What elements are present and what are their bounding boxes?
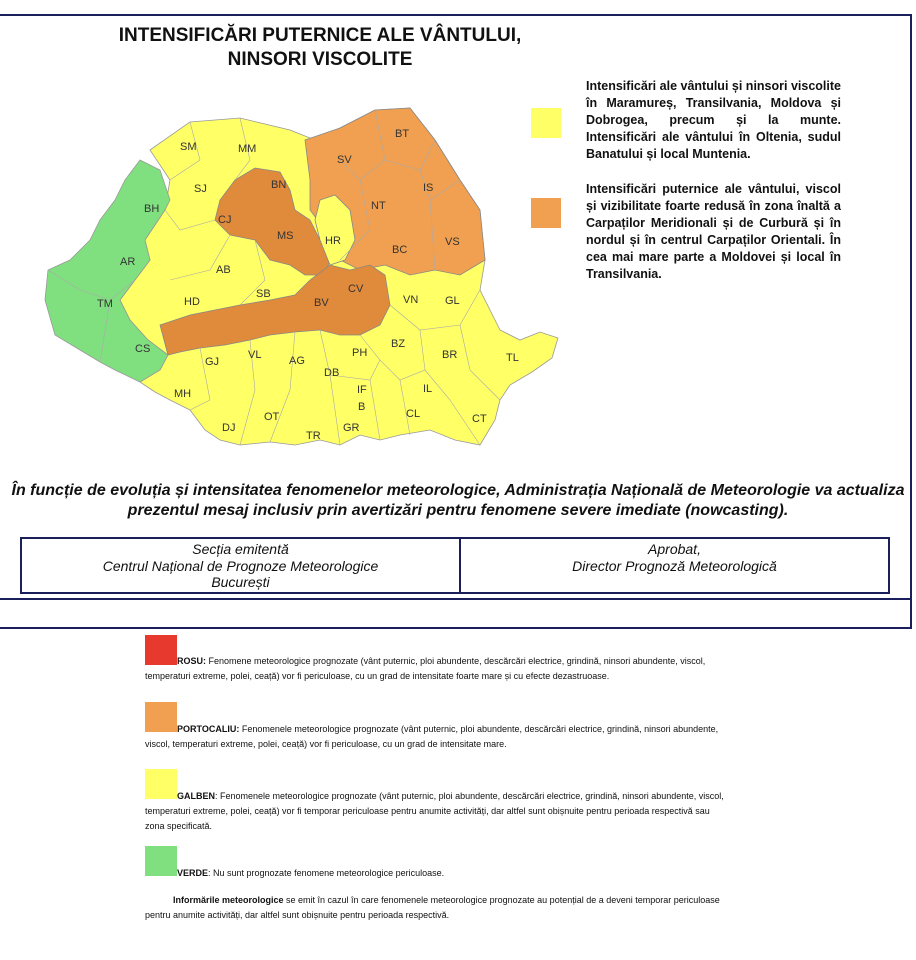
county-label-tl: TL — [506, 352, 519, 364]
county-label-sb: SB — [256, 288, 271, 300]
county-label-mm: MM — [238, 143, 257, 155]
key-orange-line-1: Fenomenele meteorologice prognozate (vânt puternic, ploi abundente, descărcări electrice, grindină, ninsori abundente, — [239, 724, 719, 734]
county-label-gl: GL — [445, 295, 460, 307]
county-label-cl: CL — [406, 408, 421, 420]
legend-orange-swatch — [531, 198, 561, 228]
legend-yellow-swatch — [531, 108, 561, 138]
key-orange-line-2: viscol, temperaturi extreme, polei, ceață) vor fi periculoase, cu un grad de intensitate mare. — [145, 739, 507, 749]
county-label-vs: VS — [445, 236, 460, 248]
county-label-gj: GJ — [205, 356, 220, 368]
romania-warning-map — [40, 100, 570, 475]
county-label-ag: AG — [289, 355, 305, 367]
evolution-note-line-2: prezentul mesaj inclusiv prin avertizări pentru fenomene severe imediate (nowcasting). — [127, 502, 789, 519]
county-label-bc: BC — [392, 244, 408, 256]
issuer-line-3: București — [211, 574, 270, 590]
county-label-mh: MH — [174, 388, 192, 400]
key-red-label: ROSU: — [177, 656, 206, 666]
county-label-dj: DJ — [222, 422, 236, 434]
evolution-note — [0, 481, 916, 521]
county-label-bz: BZ — [391, 338, 406, 350]
county-label-tr: TR — [306, 430, 321, 442]
key-red-line-1: Fenomene meteorologice prognozate (vânt puternic, ploi abundente, descărcări electrice, grindină, ninsori abundente, viscol, — [206, 656, 706, 666]
county-label-br: BR — [442, 349, 458, 361]
county-label-ms: MS — [277, 230, 294, 242]
title-line-1: INTENSIFICĂRI PUTERNICE ALE VÂNTULUI, — [118, 25, 522, 46]
approval-box — [459, 537, 890, 594]
legend-yellow-text: Intensificări ale vântului și ninsori viscolite în Maramureș, Transilvania, Moldova și Dobrogea, precum și la munte. Intensificări ale vântului în Oltenia, sudul Banatului și local Muntenia. — [586, 79, 841, 161]
legend-orange-text: Intensificări puternice ale vântului, viscol și vizibilitate foarte redusă în zona înaltă a Carpaților Meridionali și de Curbură și în nordul și în centrul Carpaților Orientali. În cea mai mare parte a Moldovei și local în Transilvania. — [586, 182, 841, 281]
county-label-db: DB — [324, 367, 340, 379]
county-label-b: B — [358, 401, 366, 413]
key-red-text — [145, 654, 745, 684]
county-label-nt: NT — [371, 200, 386, 212]
county-label-bh: BH — [144, 203, 160, 215]
county-label-hr: HR — [325, 235, 341, 247]
county-label-ph: PH — [352, 347, 368, 359]
county-label-cs: CS — [135, 343, 151, 355]
county-label-ct: CT — [472, 413, 487, 425]
county-label-sv: SV — [337, 154, 352, 166]
issuer-box — [20, 537, 461, 594]
key-yellow-line-3: zona specificată. — [145, 821, 213, 831]
title-line-2: NINSORI VISCOLITE — [227, 49, 413, 70]
info-note — [145, 893, 745, 923]
county-label-gr: GR — [343, 422, 360, 434]
county-label-is: IS — [423, 182, 434, 194]
county-label-sm: SM — [180, 141, 197, 153]
county-label-sj: SJ — [194, 183, 207, 195]
key-orange-text — [145, 722, 745, 752]
county-label-ar: AR — [120, 256, 136, 268]
county-label-il: IL — [423, 383, 433, 395]
info-note-label: Informările meteorologice — [173, 895, 284, 905]
county-label-bv: BV — [314, 297, 329, 309]
county-label-ot: OT — [264, 411, 280, 423]
approval-line-2: Director Prognoză Meteorologică — [572, 557, 777, 574]
county-label-tm: TM — [97, 298, 113, 310]
info-note-line-1: se emit în cazul în care fenomenele meteorologice prognozate au potențial de a deveni temporar periculoase — [283, 895, 720, 905]
bulletin-title — [60, 24, 580, 72]
issuer-line-2: Centrul Național de Prognoze Meteorologice — [102, 557, 379, 574]
county-label-bt: BT — [395, 128, 410, 140]
key-red-line-2: temperaturi extreme, polei, ceață) vor fi periculoase, cu un grad de intensitate foarte mare și cu efecte dezastruoase. — [145, 671, 610, 681]
county-label-ab: AB — [216, 264, 231, 276]
county-label-if: IF — [357, 384, 367, 396]
county-label-bn: BN — [271, 179, 287, 191]
county-label-hd: HD — [184, 296, 200, 308]
county-label-cj: CJ — [218, 214, 232, 226]
key-yellow-line-1: : Fenomenele meteorologice prognozate (vânt puternic, ploi abundente, descărcări electrice, grindină, ninsori abundente, viscol, — [215, 791, 724, 801]
issuer-line-1: Secția emitentă — [192, 541, 289, 557]
key-green-label: VERDE — [177, 868, 209, 878]
evolution-note-line-1: În funcție de evoluția și intensitatea fenomenelor meteorologice, Administrația Națională de Meteorologie va actualiza — [11, 482, 905, 499]
info-note-line-2: pentru anumite activități, dar altfel sunt obișnuite pentru perioada respectivă. — [145, 910, 450, 920]
county-label-vn: VN — [403, 294, 419, 306]
key-yellow-label: GALBEN — [177, 791, 215, 801]
key-green-line-1: : Nu sunt prognozate fenomene meteorologice periculoase. — [208, 868, 445, 878]
county-label-vl: VL — [248, 349, 262, 361]
key-green-text — [145, 866, 745, 881]
county-label-cv: CV — [348, 283, 364, 295]
key-orange-label: PORTOCALIU: — [177, 724, 240, 734]
key-yellow-line-2: temperaturi extreme, polei, ceață) vor fi temporar periculoase pentru anumite activități, dar altfel sunt obișnuite pentru perioada respectivă sau — [145, 806, 710, 816]
key-yellow-text — [145, 789, 745, 834]
approval-line-1: Aprobat, — [648, 541, 701, 557]
